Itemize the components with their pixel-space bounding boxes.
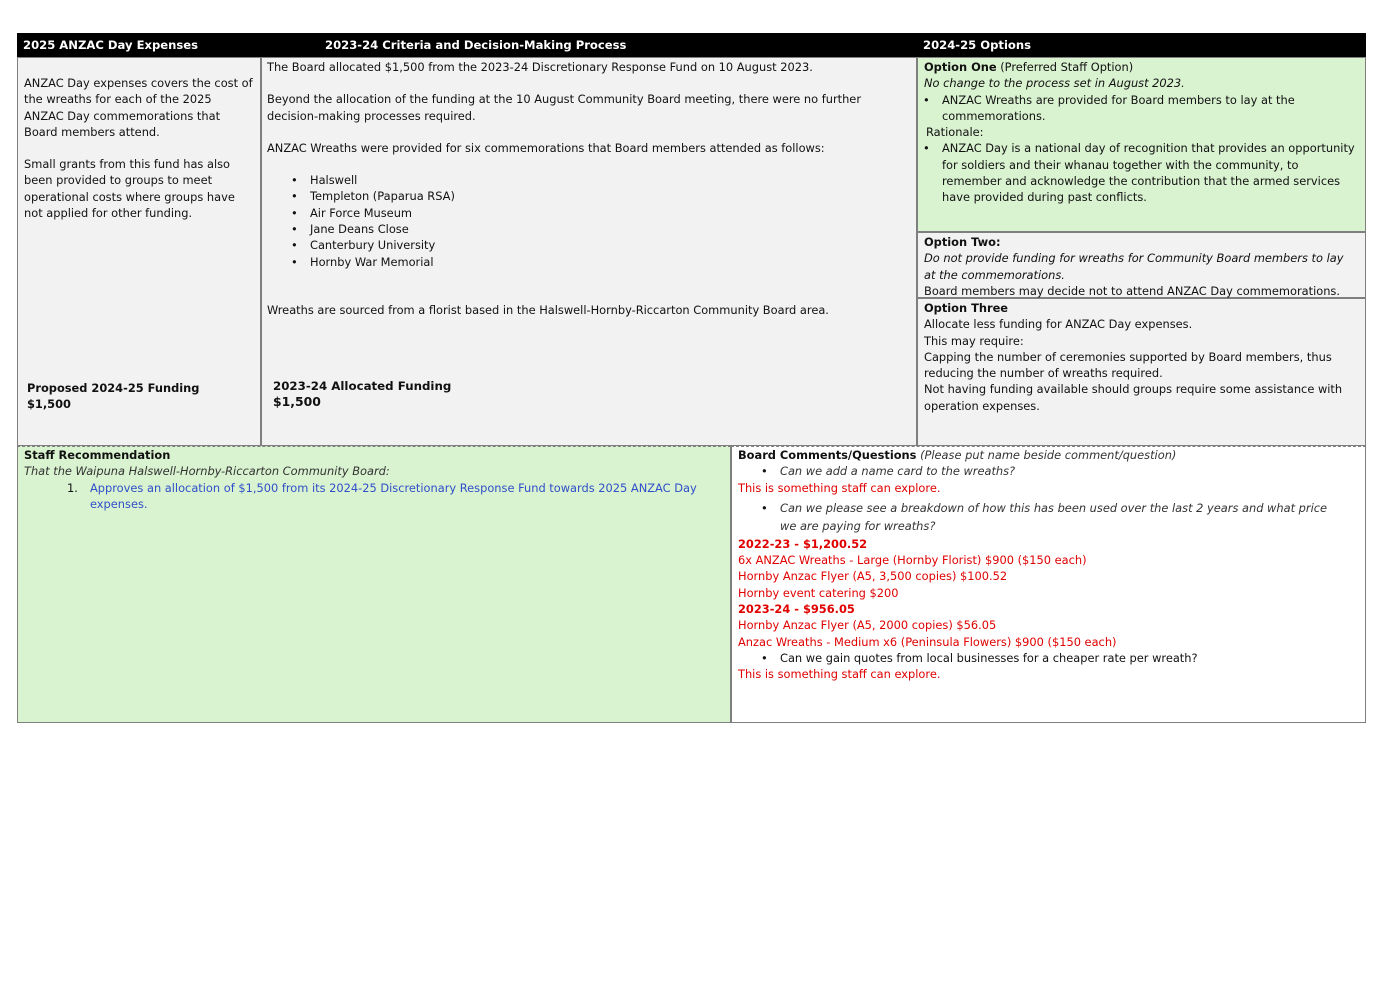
- option-one-bullet: • ANZAC Wreaths are provided for Board members to lay at the commemorations.: [942, 92, 1357, 125]
- comments-title: Board Comments/Questions: [738, 448, 917, 462]
- comment-q2: • Can we please see a breakdown of how this has been used over the last 2 years and what price we are paying for wreaths?: [780, 499, 1341, 535]
- proposed-funding: [27, 380, 247, 413]
- breakdown-line: Hornby Anzac Flyer (A5, 3,500 copies) $100.52: [738, 569, 1008, 584]
- comment-q3: • Can we gain quotes from local businesses for a cheaper rate per wreath?: [780, 650, 1341, 666]
- breakdown-line: 6x ANZAC Wreaths - Large (Hornby Florist) $900 ($150 each): [738, 553, 1087, 568]
- header-options-label: 2024-25 Options: [923, 38, 1032, 52]
- location-item: • Canterbury University: [310, 237, 910, 253]
- allocated-funding: [273, 378, 573, 411]
- option-two-subtitle: Do not provide funding for wreaths for Community Board members to lay at the commemorations.: [924, 251, 1344, 282]
- option-three-line4: Not having funding available should groups require some assistance with operation expenses.: [924, 382, 1343, 413]
- location-item: • Jane Deans Close: [310, 221, 910, 237]
- comment-a3: This is something staff can explore.: [738, 667, 941, 682]
- option-one-title: Option One: [924, 60, 997, 74]
- option-one-rationale: • ANZAC Day is a national day of recognition that provides an opportunity for soldiers and their whanau together with the community, to remember and acknowledge the contribution that the armed services have provided during past conflicts.: [942, 140, 1357, 205]
- header-options: [917, 33, 1366, 57]
- criteria-allocation: The Board allocated $1,500 from the 2023-24 Discretionary Response Fund on 10 August 2023.: [267, 60, 813, 74]
- criteria-florist: Wreaths are sourced from a florist based in the Halswell-Hornby-Riccarton Community Board area.: [267, 302, 829, 317]
- location-item: • Air Force Museum: [310, 205, 910, 221]
- staff-recommendation-cell: [17, 446, 731, 723]
- comments-title-note: (Please put name beside comment/question): [920, 448, 1177, 462]
- board-comments-cell: [731, 446, 1366, 723]
- breakdown-line: Hornby event catering $200: [738, 585, 899, 600]
- option-three-line1: Allocate less funding for ANZAC Day expenses.: [924, 317, 1193, 332]
- option-one-subtitle: No change to the process set in August 2023.: [924, 76, 1185, 91]
- option-two-cell: [917, 232, 1366, 298]
- breakdown-2022-23-lines: [738, 552, 1341, 601]
- allocated-funding-value: $1,500: [273, 394, 321, 410]
- proposed-funding-label: Proposed 2024-25 Funding: [27, 381, 200, 395]
- breakdown-2023-24-heading: 2023-24 - $956.05: [738, 602, 855, 617]
- option-two-line: Board members may decide not to attend ANZAC Day commemorations.: [924, 283, 1340, 298]
- recommendation-item: [24, 480, 724, 513]
- criteria-cell: [261, 57, 917, 446]
- expenses-description: ANZAC Day expenses covers the cost of the wreaths for each of the 2025 ANZAC Day commemorations that Board members attend.: [24, 76, 253, 139]
- locations-list: [267, 172, 910, 270]
- header-expenses: [17, 33, 261, 57]
- recommendation-item-text: Approves an allocation of $1,500 from its 2024-25 Discretionary Response Fund towards 2025 ANZAC Day expenses.: [90, 480, 697, 511]
- location-item: • Hornby War Memorial: [310, 254, 910, 270]
- breakdown-line: Anzac Wreaths - Medium x6 (Peninsula Flowers) $900 ($150 each): [738, 634, 1117, 649]
- recommendation-title: Staff Recommendation: [24, 448, 171, 462]
- recommendation-item-number: 1.: [67, 480, 78, 495]
- option-three-line3: Capping the number of ceremonies supported by Board members, thus reducing the number of wreaths required.: [924, 349, 1332, 381]
- header-expenses-label: 2025 ANZAC Day Expenses: [23, 38, 199, 52]
- breakdown-line: Hornby Anzac Flyer (A5, 2000 copies) $56.05: [738, 618, 997, 633]
- option-one-rationale-label: Rationale:: [926, 125, 984, 140]
- option-three-line2: This may require:: [924, 333, 1024, 348]
- comment-a1: This is something staff can explore.: [738, 480, 941, 495]
- allocated-funding-label: 2023-24 Allocated Funding: [273, 379, 452, 393]
- criteria-wreaths-intro: ANZAC Wreaths were provided for six commemorations that Board members attended as follows:: [267, 140, 825, 155]
- comment-q1: • Can we add a name card to the wreaths?: [780, 463, 1341, 479]
- option-three-title: Option Three: [924, 301, 1009, 315]
- location-item: • Templeton (Paparua RSA): [310, 188, 910, 204]
- option-one-cell: [917, 57, 1366, 232]
- breakdown-2023-24-lines: [738, 617, 1341, 650]
- recommendation-intro: That the Waipuna Halswell-Hornby-Riccarton Community Board:: [24, 464, 390, 479]
- header-criteria: [261, 33, 917, 57]
- expenses-small-grants: Small grants from this fund has also been provided to groups to meet operational costs where groups have not applied for other funding.: [24, 157, 235, 221]
- option-three-cell: [917, 298, 1366, 446]
- expenses-cell: [17, 57, 261, 446]
- proposed-funding-value: $1,500: [27, 397, 71, 412]
- breakdown-2022-23-heading: 2022-23 - $1,200.52: [738, 536, 868, 551]
- criteria-decision: Beyond the allocation of the funding at the 10 August Community Board meeting, there were no further decision-making processes required.: [267, 92, 861, 123]
- option-two-title: Option Two:: [924, 235, 1001, 249]
- header-criteria-label: 2023-24 Criteria and Decision-Making Process: [325, 38, 627, 52]
- location-item: • Halswell: [310, 172, 910, 188]
- option-one-preferred: (Preferred Staff Option): [1000, 60, 1134, 74]
